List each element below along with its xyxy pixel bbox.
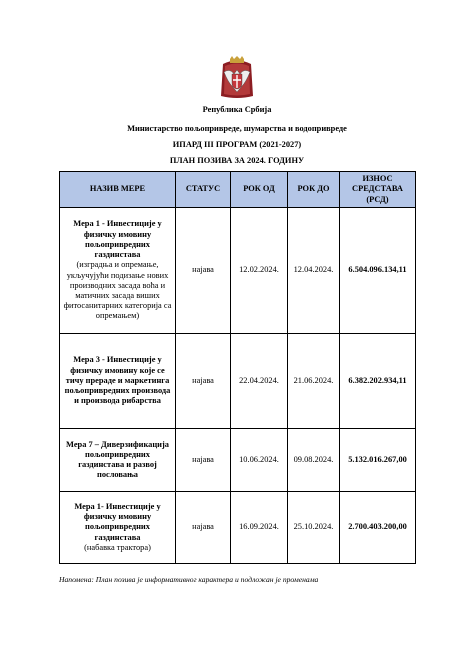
measure-cell xyxy=(60,429,176,492)
measure-name: Мера 1- Инвестиције у физичку имовину пољопривредних газдинстава xyxy=(74,501,161,542)
program-heading: ИПАРД III ПРОГРАМ (2021-2027) xyxy=(172,140,302,149)
amount-cell: 6.382.202.934,11 xyxy=(340,334,416,429)
amount-cell: 2.700.403.200,00 xyxy=(340,492,416,564)
table-row xyxy=(60,334,416,429)
status-cell: најава xyxy=(176,334,231,429)
measure-cell xyxy=(60,492,176,564)
date-to-cell: 09.08.2024. xyxy=(288,429,340,492)
date-from-cell: 12.02.2024. xyxy=(231,208,288,334)
measure-detail: (набавка трактора) xyxy=(84,542,151,552)
date-from-cell: 22.04.2024. xyxy=(231,334,288,429)
table-row xyxy=(60,429,416,492)
col-header-amount: ИЗНОС СРЕДСТАВА (РСД) xyxy=(340,172,416,208)
measure-name: Мера 1 - Инвестиције у физичку имовину пољопривредних газдинстава xyxy=(73,219,162,260)
col-header-to: РОК ДО xyxy=(288,172,340,208)
republic-heading: Република Србија xyxy=(202,105,272,114)
measure-cell xyxy=(60,208,176,334)
status-cell: најава xyxy=(176,208,231,334)
table-row xyxy=(60,208,416,334)
date-from-cell: 10.06.2024. xyxy=(231,429,288,492)
plan-title: ПЛАН ПОЗИВА ЗА 2024. ГОДИНУ xyxy=(169,156,305,165)
col-header-status: СТАТУС xyxy=(176,172,231,208)
col-header-measure: НАЗИВ МЕРЕ xyxy=(60,172,176,208)
amount-cell: 5.132.016.267,00 xyxy=(340,429,416,492)
table-header-row xyxy=(60,172,416,208)
date-from-cell: 16.09.2024. xyxy=(231,492,288,564)
date-to-cell: 21.06.2024. xyxy=(288,334,340,429)
calls-plan-table xyxy=(59,171,416,564)
status-cell: најава xyxy=(176,492,231,564)
status-cell: најава xyxy=(176,429,231,492)
measure-name: Мера 3 - Инвестиције у физичку имовину које се тичу прераде и маркетинга пољопривредних производа и производа рибарства xyxy=(64,355,171,406)
measure-cell xyxy=(60,334,176,429)
date-to-cell: 25.10.2024. xyxy=(288,492,340,564)
amount-cell: 6.504.096.134,11 xyxy=(340,208,416,334)
col-header-from: РОК ОД xyxy=(231,172,288,208)
measure-name: Мера 7 – Диверзификација пољопривредних газдинстава и развој пословања xyxy=(66,439,169,480)
table-row xyxy=(60,492,416,564)
ministry-heading: Министарство пољопривреде, шумарства и водопривреде xyxy=(127,124,347,133)
serbian-coat-of-arms-icon xyxy=(220,56,254,100)
date-to-cell: 12.04.2024. xyxy=(288,208,340,334)
footnote: Напомена: План позива је информативног карактера и подложан је променама xyxy=(59,575,319,584)
measure-detail: (изградња и опремање, укључујући подизање нових производних засада воћа и матичних засада виших фитосанитарних категорија са опремањем) xyxy=(63,260,172,321)
